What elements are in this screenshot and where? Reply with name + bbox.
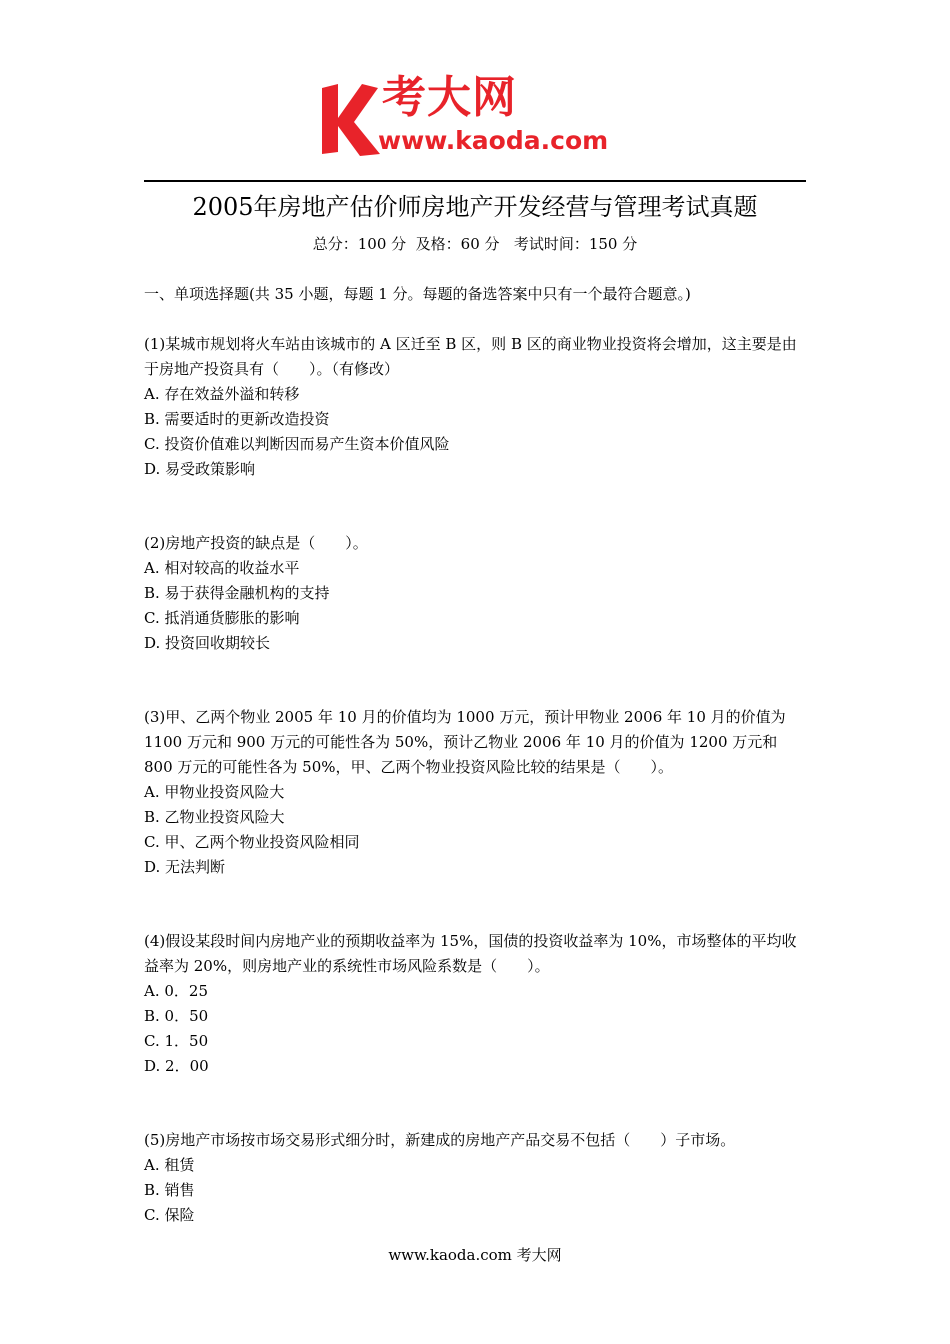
header-divider [144, 180, 806, 182]
option-a: A. 甲物业投资风险大 [144, 783, 285, 801]
option-b: B. 易于获得金融机构的支持 [144, 584, 330, 602]
option-c: C. 抵消通货膨胀的影响 [144, 609, 300, 627]
logo-url-text: www.kaoda.com [378, 126, 609, 155]
option-a: A. 相对较高的收益水平 [144, 559, 300, 577]
option-d: D. 无法判断 [144, 858, 226, 876]
option-d: D. 2．00 [144, 1057, 209, 1075]
logo-k-icon [318, 78, 382, 158]
page-footer: www.kaoda.com 考大网 [388, 1246, 562, 1264]
option-c: C. 投资价值难以判断因而易产生资本价值风险 [144, 435, 450, 453]
question-stem: (3)甲、乙两个物业 2005 年 10 月的价值均为 1000 万元，预计甲物业 2006 年 10 月的价值为 1100 万元和 900 万元的可能性各为 50%，预计乙物业 2006 年 10 月的价值为 1200 万元和 800 万元的可能性各为 50%，甲、乙两个物业投资风险比较的结果是（ ）。 [144, 708, 786, 776]
option-c: C. 保险 [144, 1206, 195, 1224]
exam-info: 总分：100 分 及格：60 分 考试时间：150 分 [312, 235, 638, 253]
option-d: D. 易受政策影响 [144, 460, 256, 478]
option-a: A. 0．25 [144, 982, 208, 1000]
option-c: C. 1．50 [144, 1032, 209, 1050]
question-stem: (4)假设某段时间内房地产业的预期收益率为 15%，国债的投资收益率为 10%，市场整体的平均收益率为 20%，则房地产业的系统性市场风险系数是（ ）。 [144, 932, 797, 975]
option-a: A. 租赁 [144, 1156, 195, 1174]
page-title: 2005年房地产估价师房地产开发经营与管理考试真题 [192, 193, 758, 221]
kaoda-logo [318, 72, 648, 164]
question-3 [144, 705, 806, 880]
option-a: A. 存在效益外溢和转移 [144, 385, 300, 403]
option-b: B. 销售 [144, 1181, 195, 1199]
section-heading: 一、单项选择题(共 35 小题，每题 1 分。每题的备选答案中只有一个最符合题意。) [144, 285, 691, 303]
question-4 [144, 929, 806, 1079]
option-d: D. 投资回收期较长 [144, 634, 271, 652]
question-1 [144, 332, 806, 482]
option-b: B. 0．50 [144, 1007, 209, 1025]
option-b: B. 乙物业投资风险大 [144, 808, 285, 826]
question-stem: (5)房地产市场按市场交易形式细分时，新建成的房地产产品交易不包括（ ）子市场。 [144, 1131, 736, 1149]
question-stem: (1)某城市规划将火车站由该城市的 A 区迁至 B 区，则 B 区的商业物业投资将会增加，这主要是由于房地产投资具有（ ）。（有修改） [144, 335, 797, 378]
option-c: C. 甲、乙两个物业投资风险相同 [144, 833, 360, 851]
logo-chinese-text: 考大网 [382, 72, 517, 123]
question-stem: (2)房地产投资的缺点是（ ）。 [144, 534, 368, 552]
question-5 [144, 1128, 806, 1228]
question-2 [144, 531, 806, 656]
option-b: B. 需要适时的更新改造投资 [144, 410, 330, 428]
